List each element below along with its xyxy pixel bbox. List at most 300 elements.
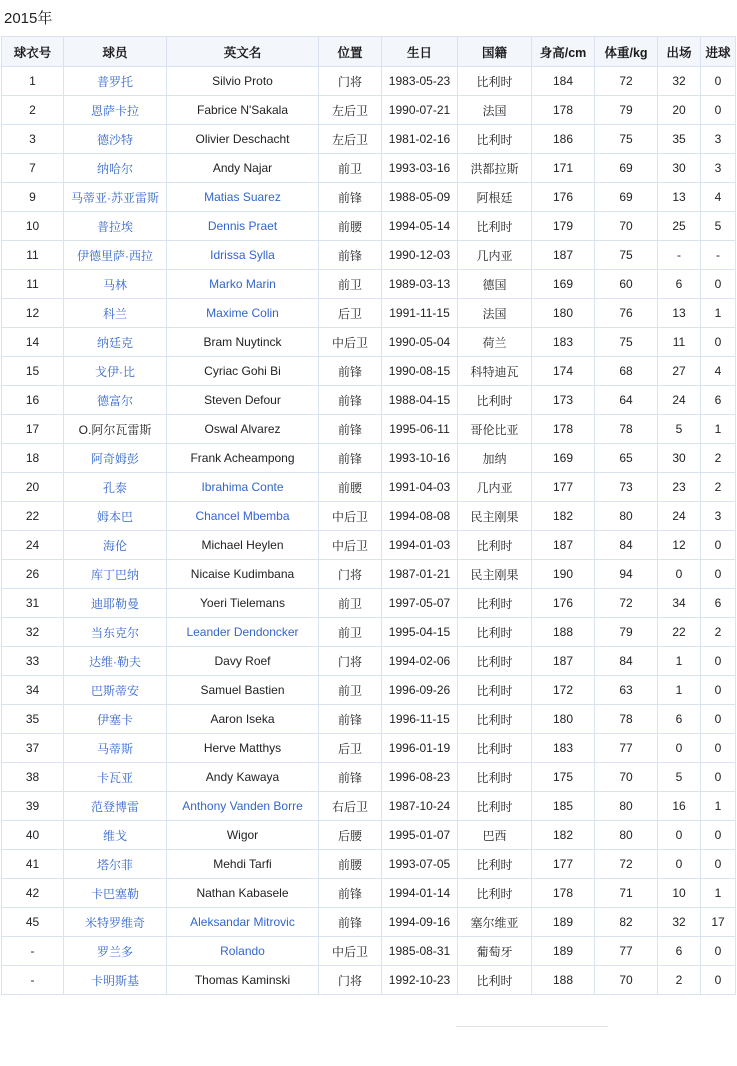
cell-weight — [595, 183, 658, 212]
cell-player-name-link[interactable]: 德富尔 — [96, 393, 133, 408]
cell-goals — [701, 560, 736, 589]
cell-nationality — [458, 502, 532, 531]
cell-goals — [701, 270, 736, 299]
cell-english-name-text: Andy Najar — [212, 161, 273, 175]
cell-nationality-text: 几内亚 — [476, 480, 513, 495]
cell-weight-text: 80 — [619, 509, 633, 523]
cell-birthday — [382, 473, 458, 502]
cell-appearances — [658, 850, 701, 879]
table-row — [2, 560, 736, 589]
cell-english-name-text: Fabrice N'Sakala — [197, 103, 288, 117]
cell-height-text: 187 — [552, 248, 574, 262]
cell-birthday-text: 1983-05-23 — [388, 74, 451, 88]
cell-nationality-text: 比利时 — [476, 132, 513, 147]
cell-nationality-text: 比利时 — [476, 770, 513, 785]
cell-weight-text: 70 — [619, 973, 633, 987]
cell-weight-text: 72 — [619, 596, 633, 610]
cell-height-text: 177 — [552, 857, 574, 871]
cell-english-name — [167, 67, 319, 96]
cell-nationality-text: 比利时 — [476, 219, 513, 234]
cell-weight — [595, 270, 658, 299]
cell-shirt-number-text: 1 — [29, 74, 36, 88]
cell-nationality — [458, 386, 532, 415]
cell-goals — [701, 966, 736, 995]
cell-birthday-text: 1991-11-15 — [389, 306, 450, 320]
cell-player-name[interactable] — [64, 212, 167, 241]
cell-player-name-link[interactable]: 纳廷克 — [96, 335, 133, 350]
cell-height-text: 178 — [552, 422, 574, 436]
cell-birthday-text: 1997-05-07 — [388, 596, 451, 610]
cell-goals-text: 0 — [714, 335, 722, 349]
cell-appearances — [658, 125, 701, 154]
cell-weight — [595, 154, 658, 183]
cell-birthday-text: 1981-02-16 — [388, 132, 451, 146]
cell-weight — [595, 647, 658, 676]
cell-player-name-link[interactable]: 卡明斯基 — [90, 973, 139, 988]
cell-height-text: 184 — [552, 74, 574, 88]
cell-goals-text: 2 — [714, 480, 722, 494]
cell-nationality-text: 比利时 — [476, 654, 513, 669]
cell-nationality-text: 比利时 — [476, 74, 513, 89]
cell-height — [532, 270, 595, 299]
cell-height-text: 178 — [552, 886, 574, 900]
cell-goals-text: 0 — [714, 770, 722, 784]
cell-english-name-text: Nathan Kabasele — [196, 886, 289, 900]
cell-goals-text: - — [716, 248, 720, 262]
cell-appearances-text: 6 — [675, 944, 683, 958]
cell-player-name-link[interactable]: 卡瓦亚 — [96, 770, 133, 785]
cell-weight — [595, 821, 658, 850]
cell-english-name[interactable] — [167, 908, 319, 937]
cell-height-text: 176 — [552, 190, 574, 204]
cell-weight — [595, 299, 658, 328]
cell-player-name-link[interactable]: 科兰 — [102, 306, 127, 321]
cell-appearances-text: 1 — [675, 683, 683, 697]
cell-position — [319, 589, 382, 618]
cell-height-text: 177 — [552, 480, 574, 494]
cell-player-name-link[interactable]: 戈伊·比 — [95, 364, 135, 379]
cell-birthday-text: 1990-07-21 — [388, 103, 451, 117]
cell-appearances — [658, 270, 701, 299]
cell-player-name[interactable] — [64, 937, 167, 966]
cell-appearances — [658, 96, 701, 125]
cell-english-name[interactable] — [167, 241, 319, 270]
cell-birthday — [382, 937, 458, 966]
cell-shirt-number-text: 37 — [25, 741, 40, 755]
cell-shirt-number-text: 18 — [25, 451, 40, 465]
cell-shirt-number-text: 15 — [25, 364, 40, 378]
cell-nationality — [458, 966, 532, 995]
cell-player-name[interactable] — [64, 473, 167, 502]
cell-english-name-link[interactable]: Marko Marin — [209, 277, 276, 291]
column-header-position: 位置 — [319, 37, 382, 67]
cell-position-text: 前锋 — [337, 422, 362, 437]
cell-player-name[interactable] — [64, 125, 167, 154]
cell-height — [532, 444, 595, 473]
cell-position-text: 前腰 — [337, 219, 362, 234]
cell-nationality — [458, 444, 532, 473]
cell-position — [319, 67, 382, 96]
cell-player-name[interactable] — [64, 502, 167, 531]
cell-english-name-link[interactable]: Leander Dendoncker — [186, 625, 299, 639]
cell-goals — [701, 850, 736, 879]
cell-position-text: 前腰 — [337, 857, 362, 872]
cell-height — [532, 415, 595, 444]
cell-player-name[interactable] — [64, 908, 167, 937]
cell-english-name[interactable] — [167, 183, 319, 212]
cell-position — [319, 154, 382, 183]
cell-position-text: 前锋 — [337, 770, 362, 785]
cell-birthday — [382, 183, 458, 212]
table-row — [2, 908, 736, 937]
table-row — [2, 734, 736, 763]
cell-weight-text: 64 — [619, 393, 633, 407]
cell-birthday — [382, 647, 458, 676]
cell-position-text: 前锋 — [337, 248, 362, 263]
cell-player-name[interactable] — [64, 879, 167, 908]
cell-english-name-text: Michael Heylen — [201, 538, 284, 552]
cell-weight-text: 69 — [619, 190, 633, 204]
cell-english-name-link[interactable]: Dennis Praet — [207, 219, 278, 233]
cell-birthday — [382, 879, 458, 908]
cell-birthday — [382, 908, 458, 937]
cell-goals-text: 0 — [714, 567, 722, 581]
cell-position — [319, 473, 382, 502]
cell-height-text: 185 — [552, 799, 574, 813]
cell-english-name[interactable] — [167, 937, 319, 966]
cell-position — [319, 821, 382, 850]
cell-shirt-number — [2, 966, 64, 995]
cell-player-name[interactable] — [64, 444, 167, 473]
cell-shirt-number — [2, 531, 64, 560]
cell-nationality-text: 比利时 — [476, 625, 513, 640]
cell-weight — [595, 67, 658, 96]
cell-nationality — [458, 96, 532, 125]
cell-player-name-link[interactable]: 海伦 — [102, 538, 127, 553]
cell-player-name[interactable] — [64, 328, 167, 357]
cell-player-name[interactable] — [64, 96, 167, 125]
cell-birthday — [382, 676, 458, 705]
cell-birthday-text: 1990-08-15 — [388, 364, 451, 378]
cell-position-text: 门将 — [337, 567, 362, 582]
cell-appearances-text: 32 — [672, 74, 686, 88]
cell-appearances — [658, 444, 701, 473]
cell-weight — [595, 763, 658, 792]
cell-shirt-number — [2, 270, 64, 299]
page-title: 2015年 — [4, 10, 53, 27]
cell-appearances — [658, 589, 701, 618]
cell-shirt-number — [2, 734, 64, 763]
cell-weight-text: 78 — [619, 422, 633, 436]
cell-nationality-text: 比利时 — [476, 596, 513, 611]
cell-height-text: 190 — [552, 567, 574, 581]
cell-appearances — [658, 705, 701, 734]
cell-height — [532, 589, 595, 618]
cell-english-name-text: Bram Nuytinck — [203, 335, 282, 349]
cell-birthday-text: 1995-01-07 — [388, 828, 451, 842]
cell-player-name-link[interactable]: 范登博雷 — [90, 799, 139, 814]
cell-player-name-link[interactable]: 卡巴塞勒 — [90, 886, 139, 901]
cell-player-name-link[interactable]: 维戈 — [102, 828, 127, 843]
cell-position — [319, 792, 382, 821]
cell-birthday-text: 1993-03-16 — [388, 161, 451, 175]
table-row — [2, 850, 736, 879]
cell-player-name[interactable] — [64, 763, 167, 792]
cell-nationality — [458, 299, 532, 328]
cell-shirt-number-text: 14 — [25, 335, 40, 349]
cell-height-text: 188 — [552, 625, 574, 639]
cell-player-name-link[interactable]: 塔尔菲 — [96, 857, 133, 872]
cell-player-name-link[interactable]: 阿奇姆彭 — [90, 451, 139, 466]
cell-shirt-number — [2, 183, 64, 212]
cell-height — [532, 67, 595, 96]
cell-player-name[interactable] — [64, 647, 167, 676]
cell-birthday — [382, 96, 458, 125]
cell-height — [532, 531, 595, 560]
cell-shirt-number — [2, 415, 64, 444]
cell-height-text: 186 — [552, 132, 574, 146]
cell-birthday-text: 1993-10-16 — [388, 451, 451, 465]
cell-weight — [595, 531, 658, 560]
cell-player-name[interactable] — [64, 966, 167, 995]
cell-position-text: 前卫 — [337, 625, 362, 640]
cell-player-name[interactable] — [64, 67, 167, 96]
cell-height-text: 189 — [552, 915, 574, 929]
table-row — [2, 444, 736, 473]
cell-birthday — [382, 212, 458, 241]
cell-english-name-link[interactable]: Idrissa Sylla — [210, 248, 275, 262]
cell-weight — [595, 879, 658, 908]
cell-goals-text: 0 — [714, 654, 722, 668]
cell-english-name[interactable] — [167, 618, 319, 647]
cell-height — [532, 937, 595, 966]
cell-english-name-text: Thomas Kaminski — [194, 973, 291, 987]
cell-goals — [701, 67, 736, 96]
cell-nationality — [458, 589, 532, 618]
cell-player-name-link[interactable]: 当东克尔 — [90, 625, 139, 640]
cell-player-name[interactable] — [64, 676, 167, 705]
cell-birthday-text: 1996-08-23 — [388, 770, 451, 784]
cell-english-name[interactable] — [167, 212, 319, 241]
cell-position-text: 前卫 — [337, 596, 362, 611]
cell-goals — [701, 647, 736, 676]
cell-player-name-link[interactable]: 恩萨卡拉 — [90, 103, 139, 118]
cell-player-name-link[interactable]: 罗兰多 — [96, 944, 133, 959]
cell-birthday — [382, 618, 458, 647]
column-header-goals: 进球 — [701, 37, 736, 67]
cell-appearances — [658, 502, 701, 531]
cell-goals — [701, 937, 736, 966]
cell-shirt-number-text: 24 — [25, 538, 40, 552]
cell-player-name[interactable] — [64, 618, 167, 647]
table-body — [2, 67, 736, 995]
cell-player-name[interactable] — [64, 270, 167, 299]
cell-appearances — [658, 415, 701, 444]
cell-goals-text: 1 — [714, 799, 722, 813]
cell-goals-text: 0 — [714, 103, 722, 117]
cell-player-name-link[interactable]: 库丁巴纳 — [90, 567, 139, 582]
cell-height-text: 182 — [552, 509, 574, 523]
cell-goals — [701, 618, 736, 647]
cell-player-name[interactable] — [64, 386, 167, 415]
cell-weight-text: 70 — [619, 770, 633, 784]
cell-height-text: 172 — [552, 683, 574, 697]
cell-shirt-number — [2, 879, 64, 908]
cell-player-name-link[interactable]: 普罗托 — [96, 74, 133, 89]
cell-player-name-link[interactable]: 姆本巴 — [96, 509, 133, 524]
cell-position — [319, 386, 382, 415]
cell-height — [532, 647, 595, 676]
table-row — [2, 299, 736, 328]
cell-goals-text: 0 — [714, 74, 722, 88]
cell-shirt-number — [2, 589, 64, 618]
cell-birthday — [382, 792, 458, 821]
cell-english-name-link[interactable]: Ibrahima Conte — [201, 480, 284, 494]
cell-position — [319, 328, 382, 357]
cell-player-name-link[interactable]: 德沙特 — [96, 132, 133, 147]
cell-position-text: 前锋 — [337, 190, 362, 205]
cell-goals-text: 0 — [714, 857, 722, 871]
cell-player-name-link[interactable]: 孔泰 — [102, 480, 127, 495]
cell-english-name-link[interactable]: Anthony Vanden Borre — [182, 799, 303, 813]
cell-shirt-number-text: 17 — [25, 422, 40, 436]
table-row — [2, 241, 736, 270]
column-header-player: 球员 — [64, 37, 167, 67]
cell-appearances-text: 0 — [675, 857, 683, 871]
cell-weight-text: 75 — [619, 248, 633, 262]
cell-height-text: 182 — [552, 828, 574, 842]
cell-weight-text: 65 — [619, 451, 633, 465]
cell-player-name[interactable] — [64, 299, 167, 328]
cell-player-name[interactable] — [64, 589, 167, 618]
cell-shirt-number-text: - — [30, 973, 35, 987]
cell-appearances-text: 23 — [672, 480, 686, 494]
cell-birthday — [382, 850, 458, 879]
cell-nationality — [458, 125, 532, 154]
cell-player-name-link[interactable]: 巴斯蒂安 — [90, 683, 139, 698]
cell-weight — [595, 676, 658, 705]
cell-weight — [595, 386, 658, 415]
cell-english-name-text: Steven Defour — [204, 393, 281, 407]
table-row — [2, 705, 736, 734]
cell-english-name — [167, 734, 319, 763]
cell-weight — [595, 241, 658, 270]
cell-weight — [595, 792, 658, 821]
cell-english-name — [167, 850, 319, 879]
cell-appearances-text: 6 — [675, 712, 683, 726]
cell-weight-text: 71 — [619, 886, 633, 900]
cell-height-text: 169 — [552, 451, 574, 465]
cell-weight — [595, 96, 658, 125]
cell-player-name[interactable] — [64, 241, 167, 270]
table-row — [2, 966, 736, 995]
cell-player-name-link[interactable]: 普拉埃 — [96, 219, 133, 234]
cell-appearances-text: 2 — [675, 973, 683, 987]
cell-nationality — [458, 618, 532, 647]
cell-player-name-link[interactable]: 达维·勒夫 — [89, 654, 141, 669]
table-row — [2, 357, 736, 386]
cell-position — [319, 763, 382, 792]
cell-player-name[interactable] — [64, 821, 167, 850]
cell-shirt-number — [2, 618, 64, 647]
cell-english-name-link[interactable]: Matias Suarez — [204, 190, 281, 204]
cell-goals — [701, 212, 736, 241]
cell-player-name-link[interactable]: 伊塞卡 — [96, 712, 133, 727]
cell-english-name — [167, 96, 319, 125]
cell-birthday-text: 1994-01-03 — [388, 538, 451, 552]
cell-height — [532, 96, 595, 125]
cell-height — [532, 618, 595, 647]
cell-nationality-text: 民主刚果 — [470, 567, 519, 582]
cell-player-name[interactable] — [64, 792, 167, 821]
cell-english-name[interactable] — [167, 473, 319, 502]
cell-english-name[interactable] — [167, 502, 319, 531]
cell-player-name-link[interactable]: 伊德里萨·西拉 — [77, 248, 153, 263]
cell-player-name-link[interactable]: 米特罗维奇 — [84, 915, 145, 930]
cell-player-name[interactable] — [64, 560, 167, 589]
cell-player-name[interactable] — [64, 850, 167, 879]
column-header-shirt-number: 球衣号 — [2, 37, 64, 67]
cell-weight-text: 68 — [619, 364, 633, 378]
cell-weight-text: 94 — [619, 567, 633, 581]
cell-english-name[interactable] — [167, 299, 319, 328]
cell-height-text: 174 — [552, 364, 574, 378]
cell-player-name[interactable] — [64, 531, 167, 560]
cell-birthday — [382, 589, 458, 618]
cell-english-name-link[interactable]: Chancel Mbemba — [195, 509, 290, 523]
cell-goals — [701, 473, 736, 502]
cell-nationality-text: 哥伦比亚 — [470, 422, 519, 437]
cell-weight — [595, 415, 658, 444]
cell-goals — [701, 531, 736, 560]
cell-height — [532, 676, 595, 705]
cell-english-name[interactable] — [167, 792, 319, 821]
cell-weight-text: 84 — [619, 654, 633, 668]
cell-english-name-link[interactable]: Aleksandar Mitrovic — [190, 915, 295, 929]
cell-english-name — [167, 879, 319, 908]
cell-english-name-link[interactable]: Maxime Colin — [206, 306, 279, 320]
cell-english-name-link[interactable]: Rolando — [220, 944, 265, 958]
cell-english-name — [167, 560, 319, 589]
cell-birthday-text: 1995-04-15 — [388, 625, 451, 639]
cell-player-name-link[interactable]: 纳哈尔 — [96, 161, 133, 176]
cell-player-name[interactable] — [64, 357, 167, 386]
cell-birthday-text: 1995-06-11 — [389, 422, 450, 436]
cell-player-name-link[interactable]: 迪耶勒曼 — [90, 596, 139, 611]
cell-nationality-text: 比利时 — [476, 973, 513, 988]
cell-height — [532, 734, 595, 763]
cell-english-name-text: Olivier Deschacht — [195, 132, 290, 146]
cell-weight — [595, 560, 658, 589]
cell-player-name-link[interactable]: 马蒂斯 — [96, 741, 133, 756]
cell-nationality — [458, 879, 532, 908]
cell-nationality-text: 比利时 — [476, 712, 513, 727]
cell-player-name[interactable] — [64, 183, 167, 212]
cell-player-name-link[interactable]: 马林 — [102, 277, 127, 292]
cell-player-name[interactable] — [64, 705, 167, 734]
cell-english-name[interactable] — [167, 270, 319, 299]
cell-position — [319, 96, 382, 125]
cell-position-text: 前卫 — [337, 683, 362, 698]
cell-player-name[interactable] — [64, 734, 167, 763]
table-header — [2, 37, 736, 67]
cell-player-name[interactable] — [64, 154, 167, 183]
cell-position-text: 左后卫 — [331, 132, 368, 147]
cell-height-text: 180 — [552, 306, 574, 320]
cell-goals — [701, 154, 736, 183]
cell-player-name-link[interactable]: 马蒂亚·苏亚雷斯 — [71, 190, 159, 205]
cell-shirt-number — [2, 357, 64, 386]
